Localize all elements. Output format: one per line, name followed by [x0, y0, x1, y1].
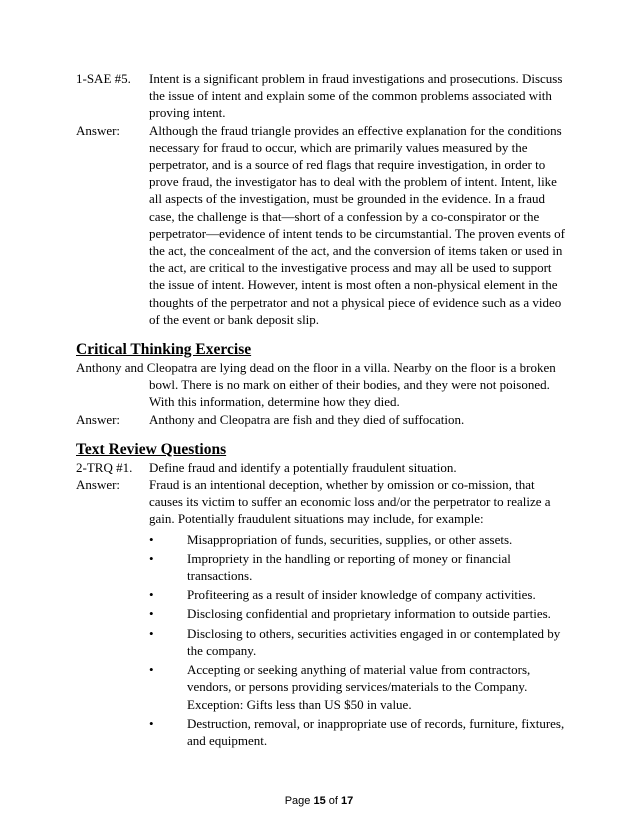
- text-review-heading: Text Review Questions: [76, 440, 227, 458]
- fraud-situations-list: [149, 531, 566, 749]
- footer-page-number: 15: [313, 795, 326, 807]
- list-item: [149, 531, 566, 548]
- list-item-text: Destruction, removal, or inappropriate use of records, furniture, fixtures, and equipment.: [187, 715, 565, 748]
- footer-of-word: of: [328, 795, 338, 807]
- trq-question-text: Define fraud and identify a potentially fraudulent situation.: [149, 459, 457, 475]
- list-item-text: Profiteering as a result of insider knowledge of company activities.: [187, 587, 536, 603]
- list-item: [149, 661, 566, 713]
- list-item: [149, 625, 566, 659]
- sae-answer-text: Although the fraud triangle provides an effective explanation for the conditions necessary for fraud to occur, which are primarily values measured by the perpetrator, and is a source of red flags that require investigation, in order to prove fraud, the investigator has to deal with the problem of intent. Intent, like all aspects of the investigation, must be grounded in the evidence. In a fraud case, the challenge is that—short of a confession by a co-conspirator or the perpetrator—evidence of intent tends to be circumstantial. The proven events of the act, the concealment of the act, and the conversion of items taken or used in the act, are critical to the investigative process and may all be used to support the issue of intent. However, intent is most often a non-physical element in the thoughts of the perpetrator and not a physical piece of evidence such as a video of the event or bank deposit slip.: [149, 122, 565, 327]
- footer-page-word: Page: [284, 795, 311, 807]
- sae-answer-row: [76, 122, 566, 328]
- critical-thinking-heading: Critical Thinking Exercise: [76, 341, 252, 359]
- critical-thinking-prompt: Anthony and Cleopatra are lying dead on the floor in a villa. Nearby on the floor is a broken bowl. There is no mark on either of their bodies, and they were not poisoned. With this information, determine how they died.: [76, 360, 556, 410]
- trq-question-label: 2-TRQ #1.: [76, 459, 133, 475]
- trq-answer-label: Answer:: [76, 477, 121, 493]
- critical-answer-text: Anthony and Cleopatra are fish and they died of suffocation.: [149, 411, 465, 427]
- list-item-text: Accepting or seeking anything of material value from contractors, vendors, or persons providing services/materials to the Company. Exception: Gifts less than US $50 in value.: [187, 662, 531, 712]
- list-item: [149, 715, 566, 749]
- list-item-text: Misappropriation of funds, securities, supplies, or other assets.: [187, 531, 513, 547]
- list-item: [149, 586, 566, 603]
- sae-question-row: [76, 70, 566, 122]
- trq-question-row: [76, 459, 566, 476]
- list-item: [149, 605, 566, 622]
- bullet-icon: •: [149, 531, 154, 547]
- sae-answer-label: Answer:: [76, 122, 121, 138]
- trq-answer-row: [76, 476, 566, 751]
- page-content: [76, 70, 566, 751]
- trq-answer-body: [149, 476, 566, 751]
- sae-question-text: Intent is a significant problem in fraud investigations and prosecutions. Discuss the issue of intent and explain some of the common problems associated with proving intent.: [149, 71, 563, 121]
- trq-answer-text: Fraud is an intentional deception, whether by omission or co-mission, that causes its victim to suffer an economic loss and/or the perpetrator to realize a gain. Potentially fraudulent situations may include, for example:: [149, 477, 551, 527]
- list-item-text: Disclosing confidential and proprietary information to outside parties.: [187, 606, 551, 622]
- list-item: [149, 550, 566, 584]
- bullet-icon: •: [149, 587, 154, 603]
- list-item-text: Disclosing to others, securities activities engaged in or contemplated by the company.: [187, 625, 561, 658]
- list-item-text: Impropriety in the handling or reporting of money or financial transactions.: [187, 550, 511, 584]
- bullet-icon: •: [149, 606, 154, 622]
- critical-answer-label: Answer:: [76, 411, 121, 427]
- footer-total-pages: 17: [341, 795, 354, 807]
- page-footer: [0, 793, 638, 810]
- critical-answer-row: [76, 411, 566, 428]
- bullet-icon: •: [149, 625, 154, 641]
- bullet-icon: •: [149, 715, 154, 731]
- sae-question-label: 1-SAE #5.: [76, 71, 131, 86]
- bullet-icon: •: [149, 662, 154, 678]
- bullet-icon: •: [149, 550, 154, 566]
